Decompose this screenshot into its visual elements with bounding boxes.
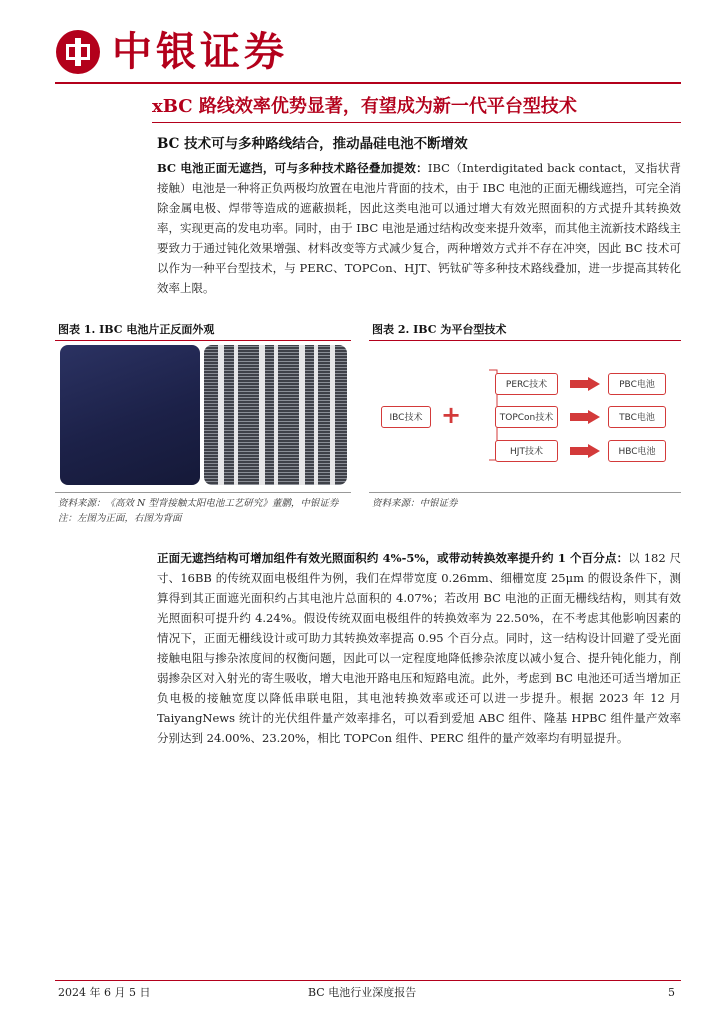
ibc-cell-back-image	[204, 345, 347, 485]
right-arrow-icon	[570, 410, 600, 424]
busbar-stripe	[330, 345, 335, 485]
figure-1-title: 图表 1. IBC 电池片正反面外观	[58, 323, 215, 336]
figure-2-top-rule	[369, 340, 681, 341]
footer-divider	[55, 980, 681, 981]
topcon-technology-box: TOPCon技术	[495, 406, 558, 428]
figure-1-bottom-rule	[55, 492, 351, 493]
paragraph-1-lead: BC 电池正面无遮挡，可与多种技术路径叠加提效：	[157, 161, 428, 175]
footer-date: 2024 年 6 月 5 日	[58, 986, 151, 999]
busbar-stripe	[259, 345, 265, 485]
right-arrow-icon	[570, 444, 600, 458]
logo-text: 中银证券	[112, 28, 288, 75]
paragraph-1-body: IBC（Interdigitated back contact，叉指状背接触）电池是一种将正负两极均放置在电池片背面的技术，由于 IBC 电池的正面无栅线遮挡，可完全消除金属电极、焊带等造成的遮蔽损耗，因此这类电池可以通过增大有效光照面积的方式提升其转换效率，实现更高的发电功率。同时，由于 IBC 电池是通过结构改变来提升效率，而其他主流新技术路线主要致力于通过钝化效果增强、材料改变等方式减少复合，两种增效方式并不存在冲突，因此 BC 技术可以作为一种平台型技术，与 PERC、TOPCon、HJT、钙钛矿等多种技术路线叠加，进一步提高其转化效率上限。	[157, 161, 681, 295]
busbar-stripe	[314, 345, 318, 485]
tbc-cell-box: TBC电池	[608, 406, 666, 428]
footer-report-name: BC 电池行业深度报告	[308, 986, 417, 999]
pbc-cell-box: PBC电池	[608, 373, 666, 395]
busbar-stripe	[274, 345, 278, 485]
paragraph-2	[157, 548, 681, 748]
ibc-cell-front-image	[60, 345, 200, 485]
ibc-technology-box: IBC技术	[381, 406, 431, 428]
section-subtitle: BC 技术可与多种路线结合，推动晶硅电池不断增效	[157, 136, 468, 152]
header-divider	[55, 82, 681, 84]
busbar-stripe	[218, 345, 224, 485]
figure-1-source: 资料来源：《高效 N 型背接触太阳电池工艺研究》董鹏，中银证券	[58, 498, 339, 509]
figure-1-top-rule	[55, 340, 351, 341]
right-arrow-icon	[570, 377, 600, 391]
busbar-stripe	[234, 345, 238, 485]
plus-icon: +	[441, 401, 462, 429]
figure-2-bottom-rule	[369, 492, 681, 493]
hjt-technology-box: HJT技术	[495, 440, 558, 462]
section-title: xBC 路线效率优势显著，有望成为新一代平台型技术	[152, 96, 577, 117]
figure-2-title: 图表 2. IBC 为平台型技术	[372, 323, 507, 336]
perc-technology-box: PERC技术	[495, 373, 558, 395]
busbar-stripe	[299, 345, 305, 485]
paragraph-2-lead: 正面无遮挡结构可增加组件有效光照面积约 4%-5%，或带动转换效率提升约 1 个百分点：	[157, 551, 629, 565]
paragraph-2-body: 以 182 尺寸、16BB 的传统双面电极组件为例，我们在焊带宽度 0.26mm、细栅宽度 25μm 的假设条件下，测算得到其正面遮光面积约占其电池片总面积的 4.07%；若改用 BC 电池的正面无栅线结构，则其有效光照面积可提升约 4.24%。假设传统双面电极组件的转换效率为 22.50%，在不考虑其他影响因素的情况下，正面无栅线设计或可助力其转换效率提高 0.95 个百分点。同时，这一结构设计回避了受光面接触电阻与掺杂浓度间的权衡问题，因此可以一定程度地降低掺杂浓度以减小复合、提升钝化能力，削弱掺杂区对入射光的寄生吸收，增大电池开路电压和短路电流。此外，考虑到 BC 电池还可适当增加正负电极的接触宽度以降低串联电阻，其电池转换效率或还可以进一步提升。根据 2023 年 12 月 TaiyangNews 统计的光伏组件量产效率排名，可以看到爱旭 ABC 组件、隆基 HPBC 组件量产效率分别达到 24.00%、23.20%，相比 TOPCon 组件、PERC 组件的量产效率均有明显提升。	[157, 551, 681, 745]
hbc-cell-box: HBC电池	[608, 440, 666, 462]
title-divider	[152, 122, 681, 123]
page-number: 5	[668, 986, 675, 999]
paragraph-1	[157, 158, 681, 298]
figure-1-note: 注：左图为正面，右图为背面	[58, 513, 182, 524]
figure-2-source: 资料来源：中银证券	[372, 498, 458, 509]
logo-mark-bar	[75, 38, 81, 66]
